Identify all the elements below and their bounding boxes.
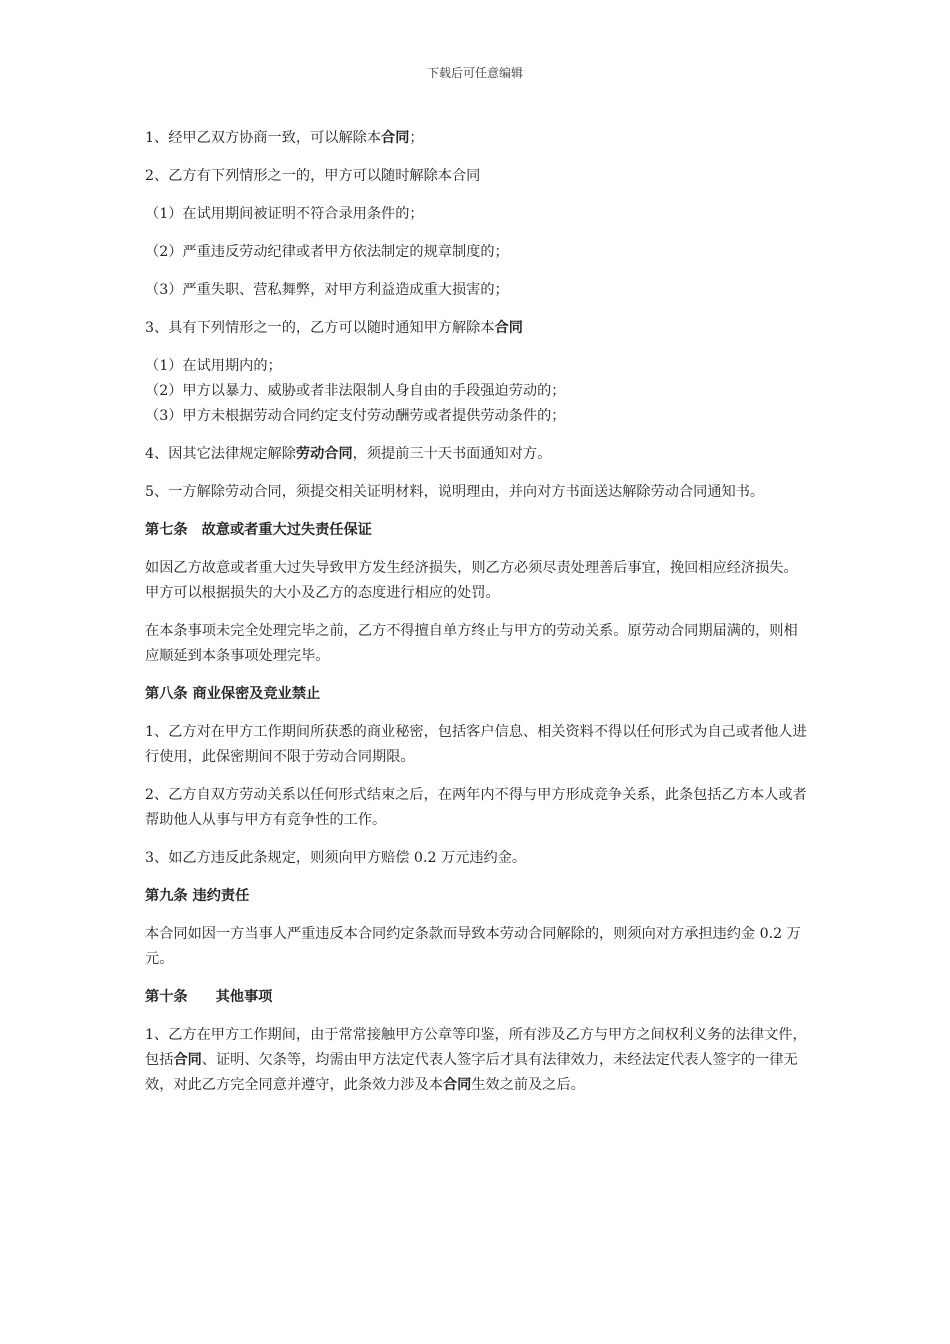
- clause-1-text: 1、经甲乙双方协商一致，可以解除本: [145, 130, 382, 146]
- article-10-paragraph-1: 1、乙方在甲方工作期间，由于常常接触甲方公章等印鉴，所有涉及乙方与甲方之间权利义务的法律文件，包括合同、证明、欠条等，均需由甲方法定代表人签字后才具有法律效力，未经法定代表人签字的一律无效，对此乙方完全同意并遵守，此条效力涉及本合同生效之前及之后。: [145, 1027, 807, 1093]
- clause-5: 5、一方解除劳动合同，须提交相关证明材料，说明理由，并向对方书面送达解除劳动合同通知书。: [145, 484, 765, 500]
- clause-2: 2、乙方有下列情形之一的，甲方可以随时解除本合同: [145, 168, 481, 184]
- clause-3-item-3: （3）甲方未根据劳动合同约定支付劳动酬劳或者提供劳动条件的；: [145, 408, 566, 424]
- article-7-heading: 第七条 故意或者重大过失责任保证: [145, 522, 372, 538]
- keyword-contract: 合同: [173, 1052, 202, 1068]
- article-8-heading: 第八条 商业保密及竞业禁止: [145, 686, 321, 702]
- document-body: [145, 126, 810, 1111]
- article-10-heading: 第十条 其他事项: [145, 989, 273, 1005]
- clause-2-item-3: （3）严重失职、营私舞弊，对甲方利益造成重大损害的；: [145, 282, 509, 298]
- clause-3-item-2: （2）甲方以暴力、威胁或者非法限制人身自由的手段强迫劳动的；: [145, 383, 566, 399]
- article-7-paragraph-1: 如因乙方故意或者重大过失导致甲方发生经济损失，则乙方必须尽责处理善后事宜，挽回相应经济损失。甲方可以根据损失的大小及乙方的态度进行相应的处罚。: [145, 560, 798, 601]
- page-header: 下载后可任意编辑: [426, 66, 523, 80]
- clause-3: 3、具有下列情形之一的，乙方可以随时通知甲方解除本合同: [145, 320, 523, 336]
- article-9-heading: 第九条 违约责任: [145, 888, 250, 904]
- keyword-labor-contract: 劳动合同: [295, 446, 353, 462]
- article-8-paragraph-2: 2、乙方自双方劳动关系以任何形式结束之后，在两年内不得与甲方形成竞争关系，此条包括乙方本人或者帮助他人从事与甲方有竞争性的工作。: [145, 787, 807, 828]
- clause-3-item-1: （1）在试用期内的；: [145, 358, 282, 374]
- clause-1: 1、经甲乙双方协商一致，可以解除本合同；: [145, 130, 424, 146]
- clause-2-item-1: （1）在试用期间被证明不符合录用条件的；: [145, 206, 424, 222]
- clause-2-item-2: （2）严重违反劳动纪律或者甲方依法制定的规章制度的；: [145, 244, 509, 260]
- keyword-contract: 合同: [494, 320, 523, 336]
- article-7-paragraph-2: 在本条事项未完全处理完毕之前，乙方不得擅自单方终止与甲方的劳动关系。原劳动合同期届满的，则相应顺延到本条事项处理完毕。: [145, 623, 798, 664]
- clause-4: 4、因其它法律规定解除劳动合同，须提前三十天书面通知对方。: [145, 446, 552, 462]
- article-9-paragraph-1: 本合同如因一方当事人严重违反本合同约定条款而导致本劳动合同解除的，则须向对方承担违约金 0.2 万元。: [145, 926, 801, 967]
- article-8-paragraph-3: 3、如乙方违反此条规定，则须向甲方赔偿 0.2 万元违约金。: [145, 850, 527, 866]
- article-8-paragraph-1: 1、乙方对在甲方工作期间所获悉的商业秘密，包括客户信息、相关资料不得以任何形式为自己或者他人进行使用，此保密期间不限于劳动合同期限。: [145, 724, 807, 765]
- keyword-contract: 合同: [381, 130, 410, 146]
- keyword-contract: 合同: [442, 1077, 472, 1093]
